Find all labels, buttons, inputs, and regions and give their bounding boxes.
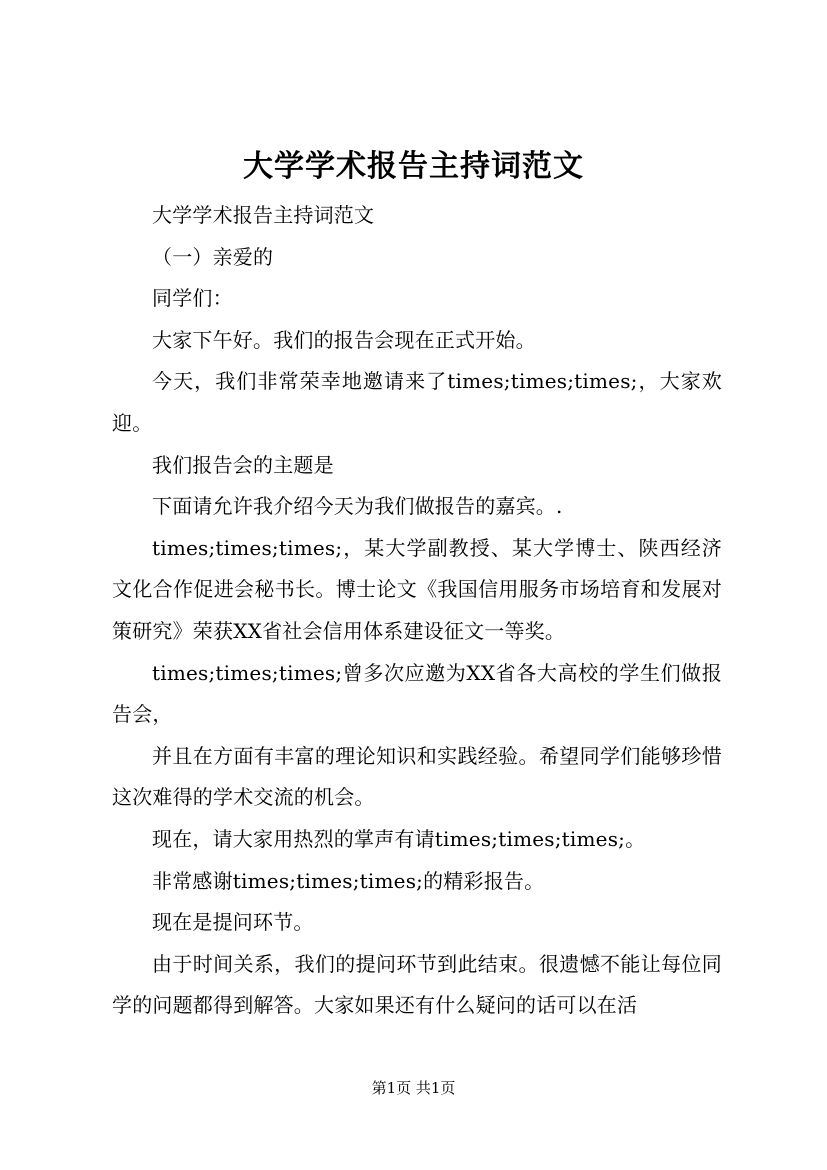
paragraph: times;times;times;曾多次应邀为XX省各大高校的学生们做报告会， bbox=[112, 660, 722, 727]
paragraph: 下面请允许我介绍今天为我们做报告的嘉宾。. bbox=[152, 494, 563, 519]
page-footer bbox=[0, 1078, 827, 1098]
paragraph: 并且在方面有丰富的理论知识和实践经验。希望同学们能够珍惜这次难得的学术交流的机会。 bbox=[112, 743, 722, 810]
paragraph: （一）亲爱的 bbox=[152, 244, 274, 269]
paragraph: times;times;times;，某大学副教授、某大学博士、陕西经济文化合作促进会秘书长。博士论文《我国信用服务市场培育和发展对策研究》荣获XX省社会信用体系建设征文一等奖。 bbox=[112, 535, 722, 643]
paragraph: 大学学术报告主持词范文 bbox=[152, 203, 375, 227]
paragraph: 大家下午好。我们的报告会现在正式开始。 bbox=[152, 327, 536, 352]
paragraph: 由于时间关系，我们的提问环节到此结束。很遗憾不能让每位同学的问题都得到解答。大家如果还有什么疑问的话可以在活 bbox=[112, 951, 722, 1018]
document-title: 大学学术报告主持词范文 bbox=[243, 149, 584, 184]
paragraph: 今天，我们非常荣幸地邀请来了times;times;times;，大家欢迎。 bbox=[112, 369, 722, 435]
paragraph: 现在，请大家用热烈的掌声有请times;times;times;。 bbox=[152, 826, 646, 851]
paragraph: 同学们： bbox=[152, 286, 233, 311]
paragraph: 我们报告会的主题是 bbox=[152, 452, 334, 477]
paragraph: 现在是提问环节。 bbox=[152, 910, 314, 935]
paragraph: 非常感谢times;times;times;的精彩报告。 bbox=[152, 868, 545, 893]
page-number-label: 第1页 共1页 bbox=[371, 1079, 456, 1097]
document-body bbox=[112, 195, 722, 1027]
